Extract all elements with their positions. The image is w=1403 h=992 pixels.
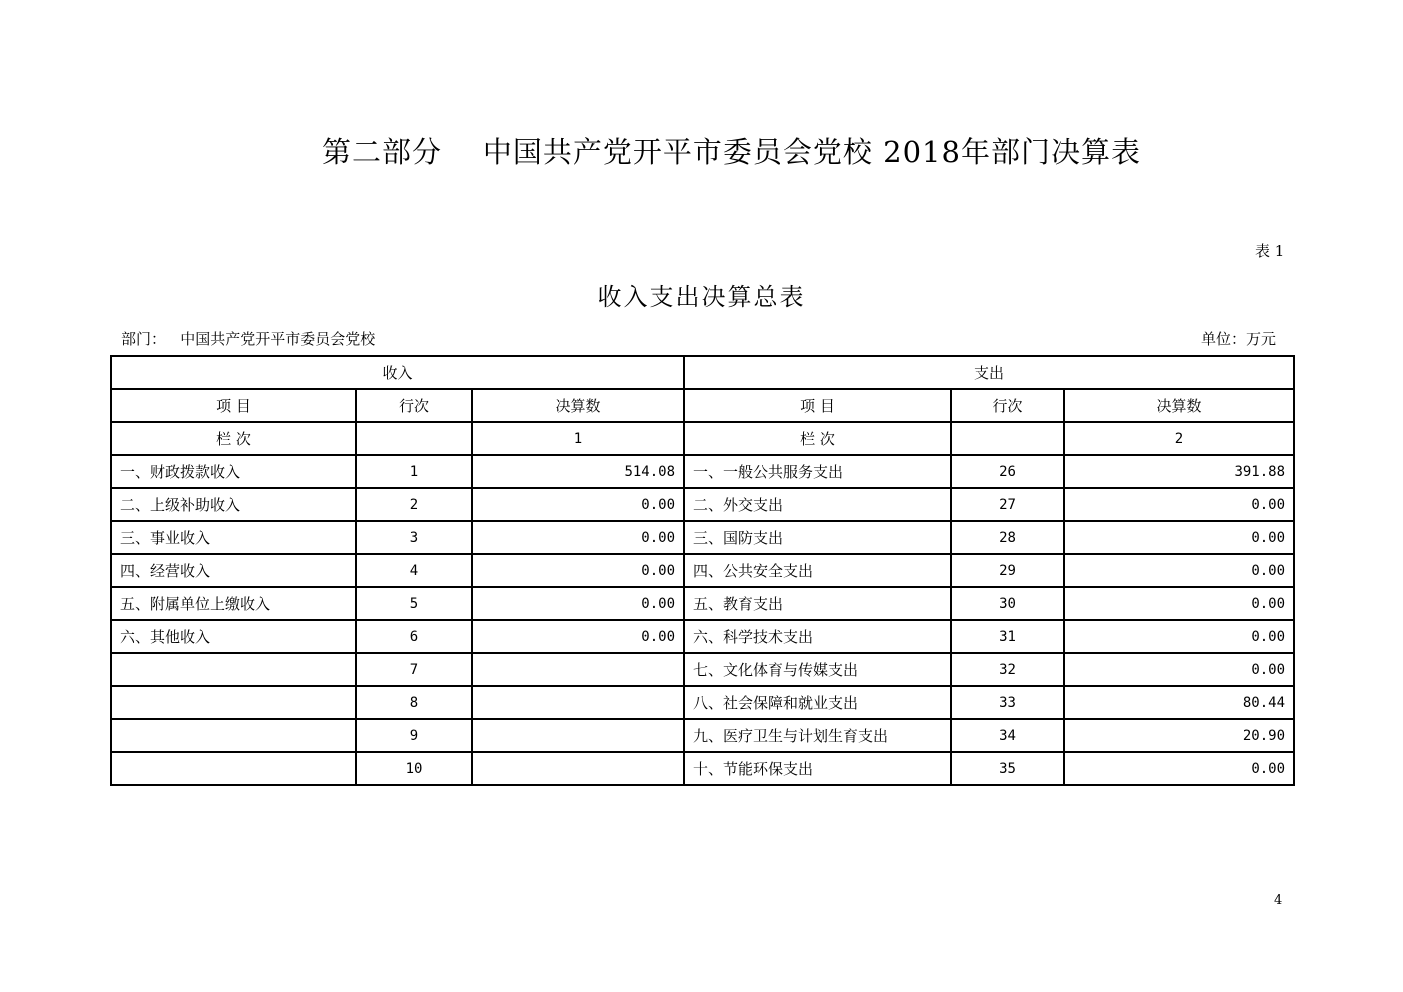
expense-row-label: 栏 次 (684, 422, 951, 455)
column-number-row (111, 422, 1294, 455)
table-row (111, 653, 1294, 686)
expense-amount-cell: 0.00 (1064, 752, 1294, 785)
income-line-empty (356, 422, 472, 455)
income-line-header: 行次 (356, 389, 472, 422)
expense-col-number: 2 (1064, 422, 1294, 455)
table-title: 收入支出决算总表 (597, 283, 806, 311)
table-row (111, 455, 1294, 488)
income-amount-cell: 0.00 (472, 554, 684, 587)
income-header: 收入 (111, 356, 684, 389)
income-line-cell: 1 (356, 455, 472, 488)
expense-line-cell: 27 (951, 488, 1064, 521)
income-item-header: 项 目 (111, 389, 356, 422)
income-item-cell (111, 686, 356, 719)
table-row (111, 587, 1294, 620)
expense-item-cell: 四、公共安全支出 (684, 554, 951, 587)
department-label: 部门： 中国共产党开平市委员会党校 (121, 330, 376, 348)
expense-line-cell: 33 (951, 686, 1064, 719)
expense-line-cell: 34 (951, 719, 1064, 752)
section-header-row (111, 356, 1294, 389)
income-amount-cell: 0.00 (472, 587, 684, 620)
income-col-number: 1 (472, 422, 684, 455)
income-amount-cell (472, 719, 684, 752)
income-line-cell: 8 (356, 686, 472, 719)
income-item-cell (111, 719, 356, 752)
income-expense-table (110, 355, 1295, 786)
expense-item-cell: 一、一般公共服务支出 (684, 455, 951, 488)
expense-amount-cell: 0.00 (1064, 521, 1294, 554)
expense-line-cell: 26 (951, 455, 1064, 488)
income-amount-cell: 0.00 (472, 620, 684, 653)
income-item-cell (111, 653, 356, 686)
expense-item-cell: 九、医疗卫生与计划生育支出 (684, 719, 951, 752)
expense-item-cell: 五、教育支出 (684, 587, 951, 620)
table-number: 表 1 (1255, 242, 1285, 260)
expense-amount-cell: 0.00 (1064, 587, 1294, 620)
table-row (111, 719, 1294, 752)
expense-header: 支出 (684, 356, 1294, 389)
income-amount-cell (472, 653, 684, 686)
income-line-cell: 4 (356, 554, 472, 587)
income-line-cell: 7 (356, 653, 472, 686)
income-item-cell: 四、经营收入 (111, 554, 356, 587)
page-title: 第二部分 中国共产党开平市委员会党校 2018年部门决算表 (322, 135, 1141, 169)
income-amount-cell: 0.00 (472, 488, 684, 521)
income-row-label: 栏 次 (111, 422, 356, 455)
column-header-row (111, 389, 1294, 422)
expense-line-cell: 35 (951, 752, 1064, 785)
income-item-cell (111, 752, 356, 785)
expense-item-cell: 八、社会保障和就业支出 (684, 686, 951, 719)
expense-item-cell: 六、科学技术支出 (684, 620, 951, 653)
income-amount-cell (472, 686, 684, 719)
expense-item-header: 项 目 (684, 389, 951, 422)
table-row (111, 752, 1294, 785)
expense-amount-cell: 0.00 (1064, 488, 1294, 521)
expense-amount-cell: 391.88 (1064, 455, 1294, 488)
table-row (111, 620, 1294, 653)
income-line-cell: 10 (356, 752, 472, 785)
expense-amount-header: 决算数 (1064, 389, 1294, 422)
income-amount-cell: 0.00 (472, 521, 684, 554)
expense-item-cell: 二、外交支出 (684, 488, 951, 521)
table-row (111, 686, 1294, 719)
expense-line-cell: 29 (951, 554, 1064, 587)
income-line-cell: 3 (356, 521, 472, 554)
expense-line-cell: 30 (951, 587, 1064, 620)
income-line-cell: 2 (356, 488, 472, 521)
expense-amount-cell: 0.00 (1064, 653, 1294, 686)
expense-line-cell: 32 (951, 653, 1064, 686)
income-item-cell: 五、附属单位上缴收入 (111, 587, 356, 620)
income-line-cell: 6 (356, 620, 472, 653)
expense-amount-cell: 80.44 (1064, 686, 1294, 719)
income-amount-cell: 514.08 (472, 455, 684, 488)
table-row (111, 554, 1294, 587)
expense-line-cell: 28 (951, 521, 1064, 554)
expense-amount-cell: 0.00 (1064, 620, 1294, 653)
expense-line-cell: 31 (951, 620, 1064, 653)
income-item-cell: 三、事业收入 (111, 521, 356, 554)
expense-item-cell: 七、文化体育与传媒支出 (684, 653, 951, 686)
expense-amount-cell: 0.00 (1064, 554, 1294, 587)
income-line-cell: 9 (356, 719, 472, 752)
expense-item-cell: 十、节能环保支出 (684, 752, 951, 785)
income-item-cell: 六、其他收入 (111, 620, 356, 653)
expense-line-empty (951, 422, 1064, 455)
income-item-cell: 一、财政拨款收入 (111, 455, 356, 488)
income-line-cell: 5 (356, 587, 472, 620)
income-amount-header: 决算数 (472, 389, 684, 422)
unit-label: 单位：万元 (1201, 330, 1277, 348)
income-amount-cell (472, 752, 684, 785)
income-item-cell: 二、上级补助收入 (111, 488, 356, 521)
expense-amount-cell: 20.90 (1064, 719, 1294, 752)
table-row (111, 521, 1294, 554)
expense-item-cell: 三、国防支出 (684, 521, 951, 554)
table-row (111, 488, 1294, 521)
page-number: 4 (1274, 893, 1283, 908)
expense-line-header: 行次 (951, 389, 1064, 422)
